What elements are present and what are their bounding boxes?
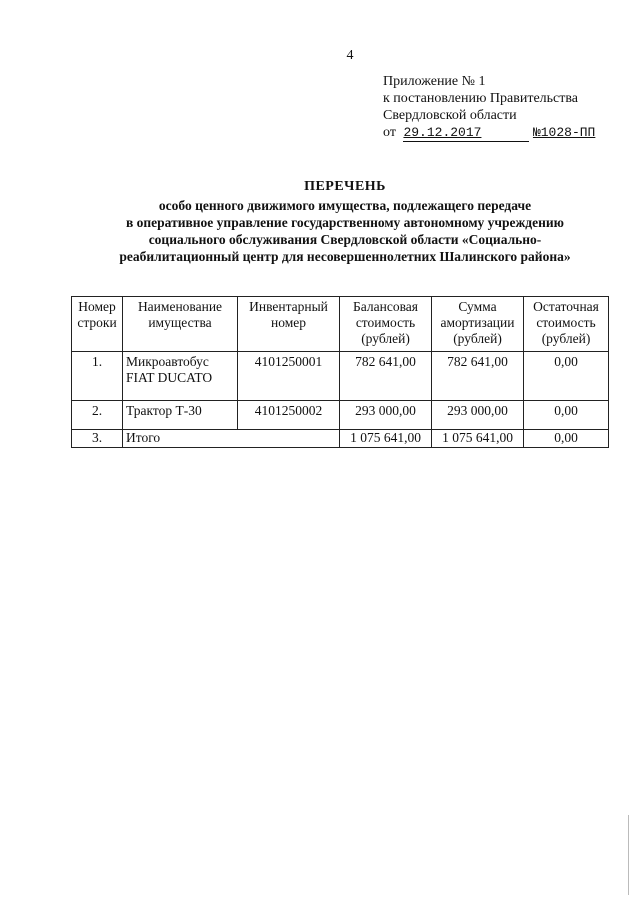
cell-number: 1. bbox=[72, 352, 123, 401]
resolution-date: 29.12.2017 bbox=[403, 125, 482, 140]
header-text: Инвентарный bbox=[249, 299, 328, 314]
header-name bbox=[123, 297, 238, 352]
header-text: стоимость bbox=[536, 315, 596, 330]
cell-total-label: Итого bbox=[123, 430, 340, 448]
header-row-number bbox=[72, 297, 123, 352]
table-row bbox=[72, 352, 609, 401]
header-residual bbox=[524, 297, 609, 352]
header-text: амортизации bbox=[440, 315, 515, 330]
header-text: (рублей) bbox=[453, 331, 502, 346]
header-text: строки bbox=[77, 315, 117, 330]
header-text: Балансовая bbox=[353, 299, 418, 314]
title-line-1: особо ценного движимого имущества, подлежащего передаче bbox=[158, 198, 532, 213]
header-text: (рублей) bbox=[361, 331, 410, 346]
resolution-number: №1028-ПП bbox=[532, 125, 596, 140]
cell-residual: 0,00 bbox=[524, 401, 609, 430]
date-field bbox=[403, 124, 529, 142]
cell-inventory: 4101250002 bbox=[238, 401, 340, 430]
cell-inventory: 4101250001 bbox=[238, 352, 340, 401]
header-text: номер bbox=[270, 315, 306, 330]
cell-amortization: 782 641,00 bbox=[432, 352, 524, 401]
cell-name-line: Микроавтобус bbox=[126, 354, 209, 369]
cell-total-residual: 0,00 bbox=[524, 430, 609, 448]
scan-margin-mark bbox=[628, 815, 629, 895]
cell-number: 2. bbox=[72, 401, 123, 430]
cell-total-balance: 1 075 641,00 bbox=[340, 430, 432, 448]
header-amortization bbox=[432, 297, 524, 352]
appendix-line-1: Приложение № 1 bbox=[383, 74, 486, 89]
appendix-block bbox=[383, 73, 623, 142]
header-text: стоимость bbox=[355, 315, 416, 330]
table-row bbox=[72, 401, 609, 430]
page-number: 4 bbox=[346, 48, 354, 63]
title-line-3: социального обслуживания Свердловской области «Социально- bbox=[148, 232, 542, 247]
cell-name bbox=[123, 352, 238, 401]
header-text: Сумма bbox=[458, 299, 497, 314]
appendix-date-line bbox=[383, 124, 623, 142]
header-text: Остаточная bbox=[533, 299, 599, 314]
cell-residual: 0,00 bbox=[524, 352, 609, 401]
table-total-row bbox=[72, 430, 609, 448]
header-text: (рублей) bbox=[541, 331, 591, 346]
header-text: Номер bbox=[78, 299, 116, 314]
cell-name: Трактор Т-30 bbox=[123, 401, 238, 430]
cell-balance: 782 641,00 bbox=[340, 352, 432, 401]
title-line-2: в оперативное управление государственному автономному учреждению bbox=[125, 215, 564, 230]
table-header-row bbox=[72, 297, 609, 352]
cell-amortization: 293 000,00 bbox=[432, 401, 524, 430]
date-prefix: от bbox=[383, 125, 396, 140]
cell-number: 3. bbox=[72, 430, 123, 448]
header-text: имущества bbox=[148, 315, 212, 330]
property-table bbox=[71, 296, 609, 448]
header-text: Наименование bbox=[137, 299, 223, 314]
document-title bbox=[60, 178, 630, 265]
cell-name-line: FIAT DUCATO bbox=[126, 370, 213, 385]
appendix-line-3: Свердловской области bbox=[383, 108, 517, 123]
title-heading: ПЕРЕЧЕНЬ bbox=[304, 179, 386, 194]
header-balance bbox=[340, 297, 432, 352]
cell-total-amortization: 1 075 641,00 bbox=[432, 430, 524, 448]
appendix-line-2: к постановлению Правительства bbox=[383, 91, 579, 106]
header-inventory bbox=[238, 297, 340, 352]
cell-balance: 293 000,00 bbox=[340, 401, 432, 430]
title-line-4: реабилитационный центр для несовершеннолетних Шалинского района» bbox=[119, 249, 571, 264]
